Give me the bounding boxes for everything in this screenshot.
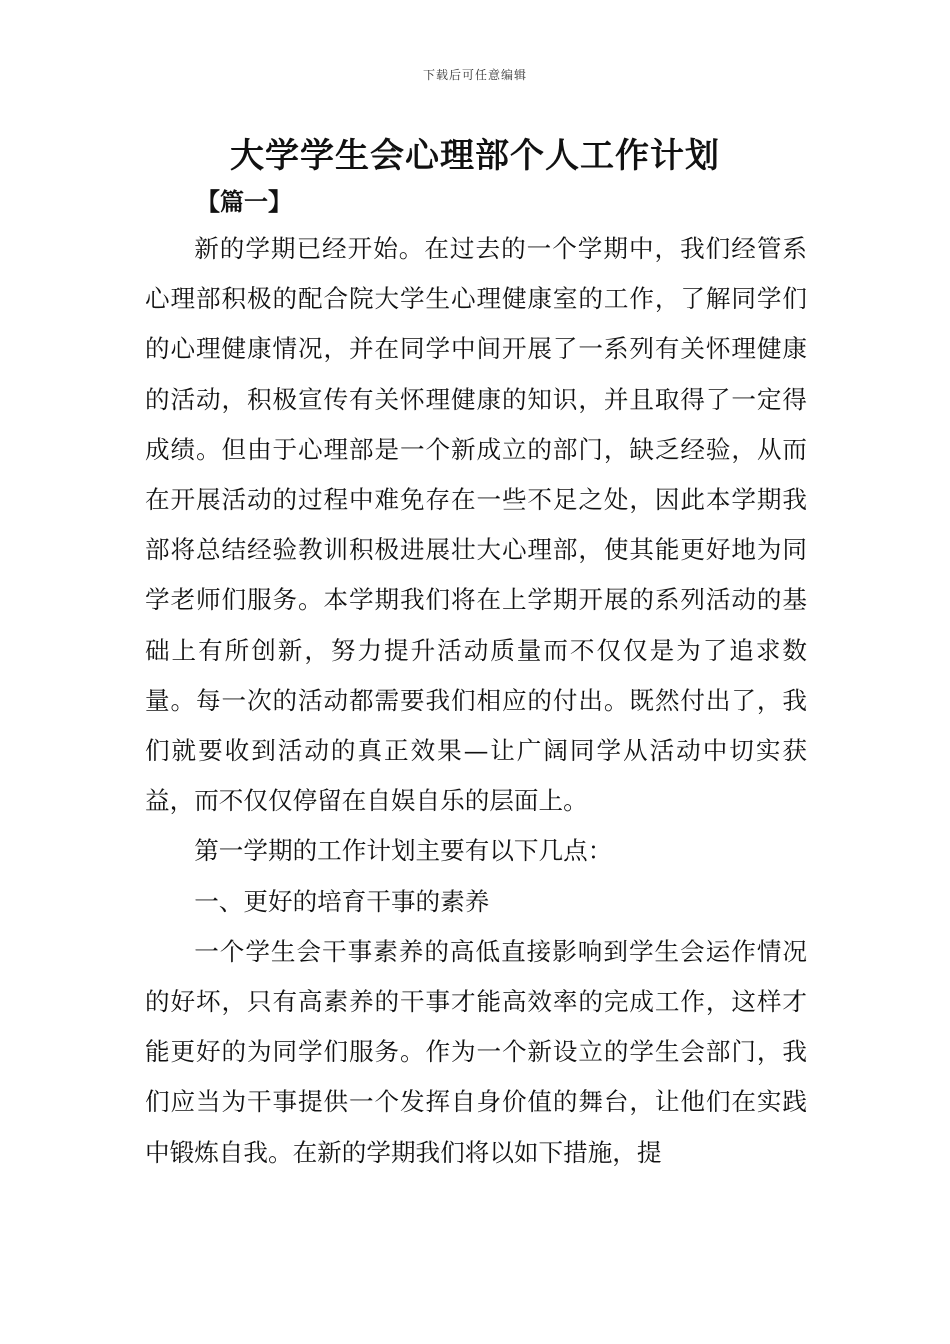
paragraph-heading-one: 一、更好的培育干事的素养 <box>194 886 490 916</box>
paragraph-plan-intro: 第一学期的工作计划主要有以下几点： <box>194 836 613 866</box>
paragraph-intro: 新的学期已经开始。在过去的一个学期中，我们经管系心理部积极的配合院大学生心理健康室的工作，了解同学们的心理健康情况，并在同学中间开展了一系列有关怀理健康的活动，积极宣传有关怀理健康的知识，并且取得了一定得成绩。但由于心理部是一个新成立的部门，缺乏经验，从而在开展活动的过程中难免存在一些不足之处，因此本学期我部将总结经验教训积极进展壮大心理部，使其能更好地为同学老师们服务。本学期我们将在上学期开展的系列活动的基础上有所创新，努力提升活动质量而不仅仅是为了追求数量。每一次的活动都需要我们相应的付出。既然付出了，我们就要收到活动的真正效果—让广阔同学从活动中切实获益，而不仅仅停留在自娱自乐的层面上。 <box>145 234 807 816</box>
document-title: 大学学生会心理部个人工作计划 <box>230 136 720 176</box>
section-label: 【篇一】 <box>196 188 292 216</box>
paragraph-cultivation: 一个学生会干事素养的高低直接影响到学生会运作情况的好坏，只有高素养的干事才能高效率的完成工作，这样才能更好的为同学们服务。作为一个新设立的学生会部门，我们应当为干事提供一个发挥自身价值的舞台，让他们在实践中锻炼自我。在新的学期我们将以如下措施，提 <box>145 936 807 1167</box>
page-header-note: 下载后可任意编辑 <box>422 68 527 82</box>
document-body <box>145 224 807 1178</box>
